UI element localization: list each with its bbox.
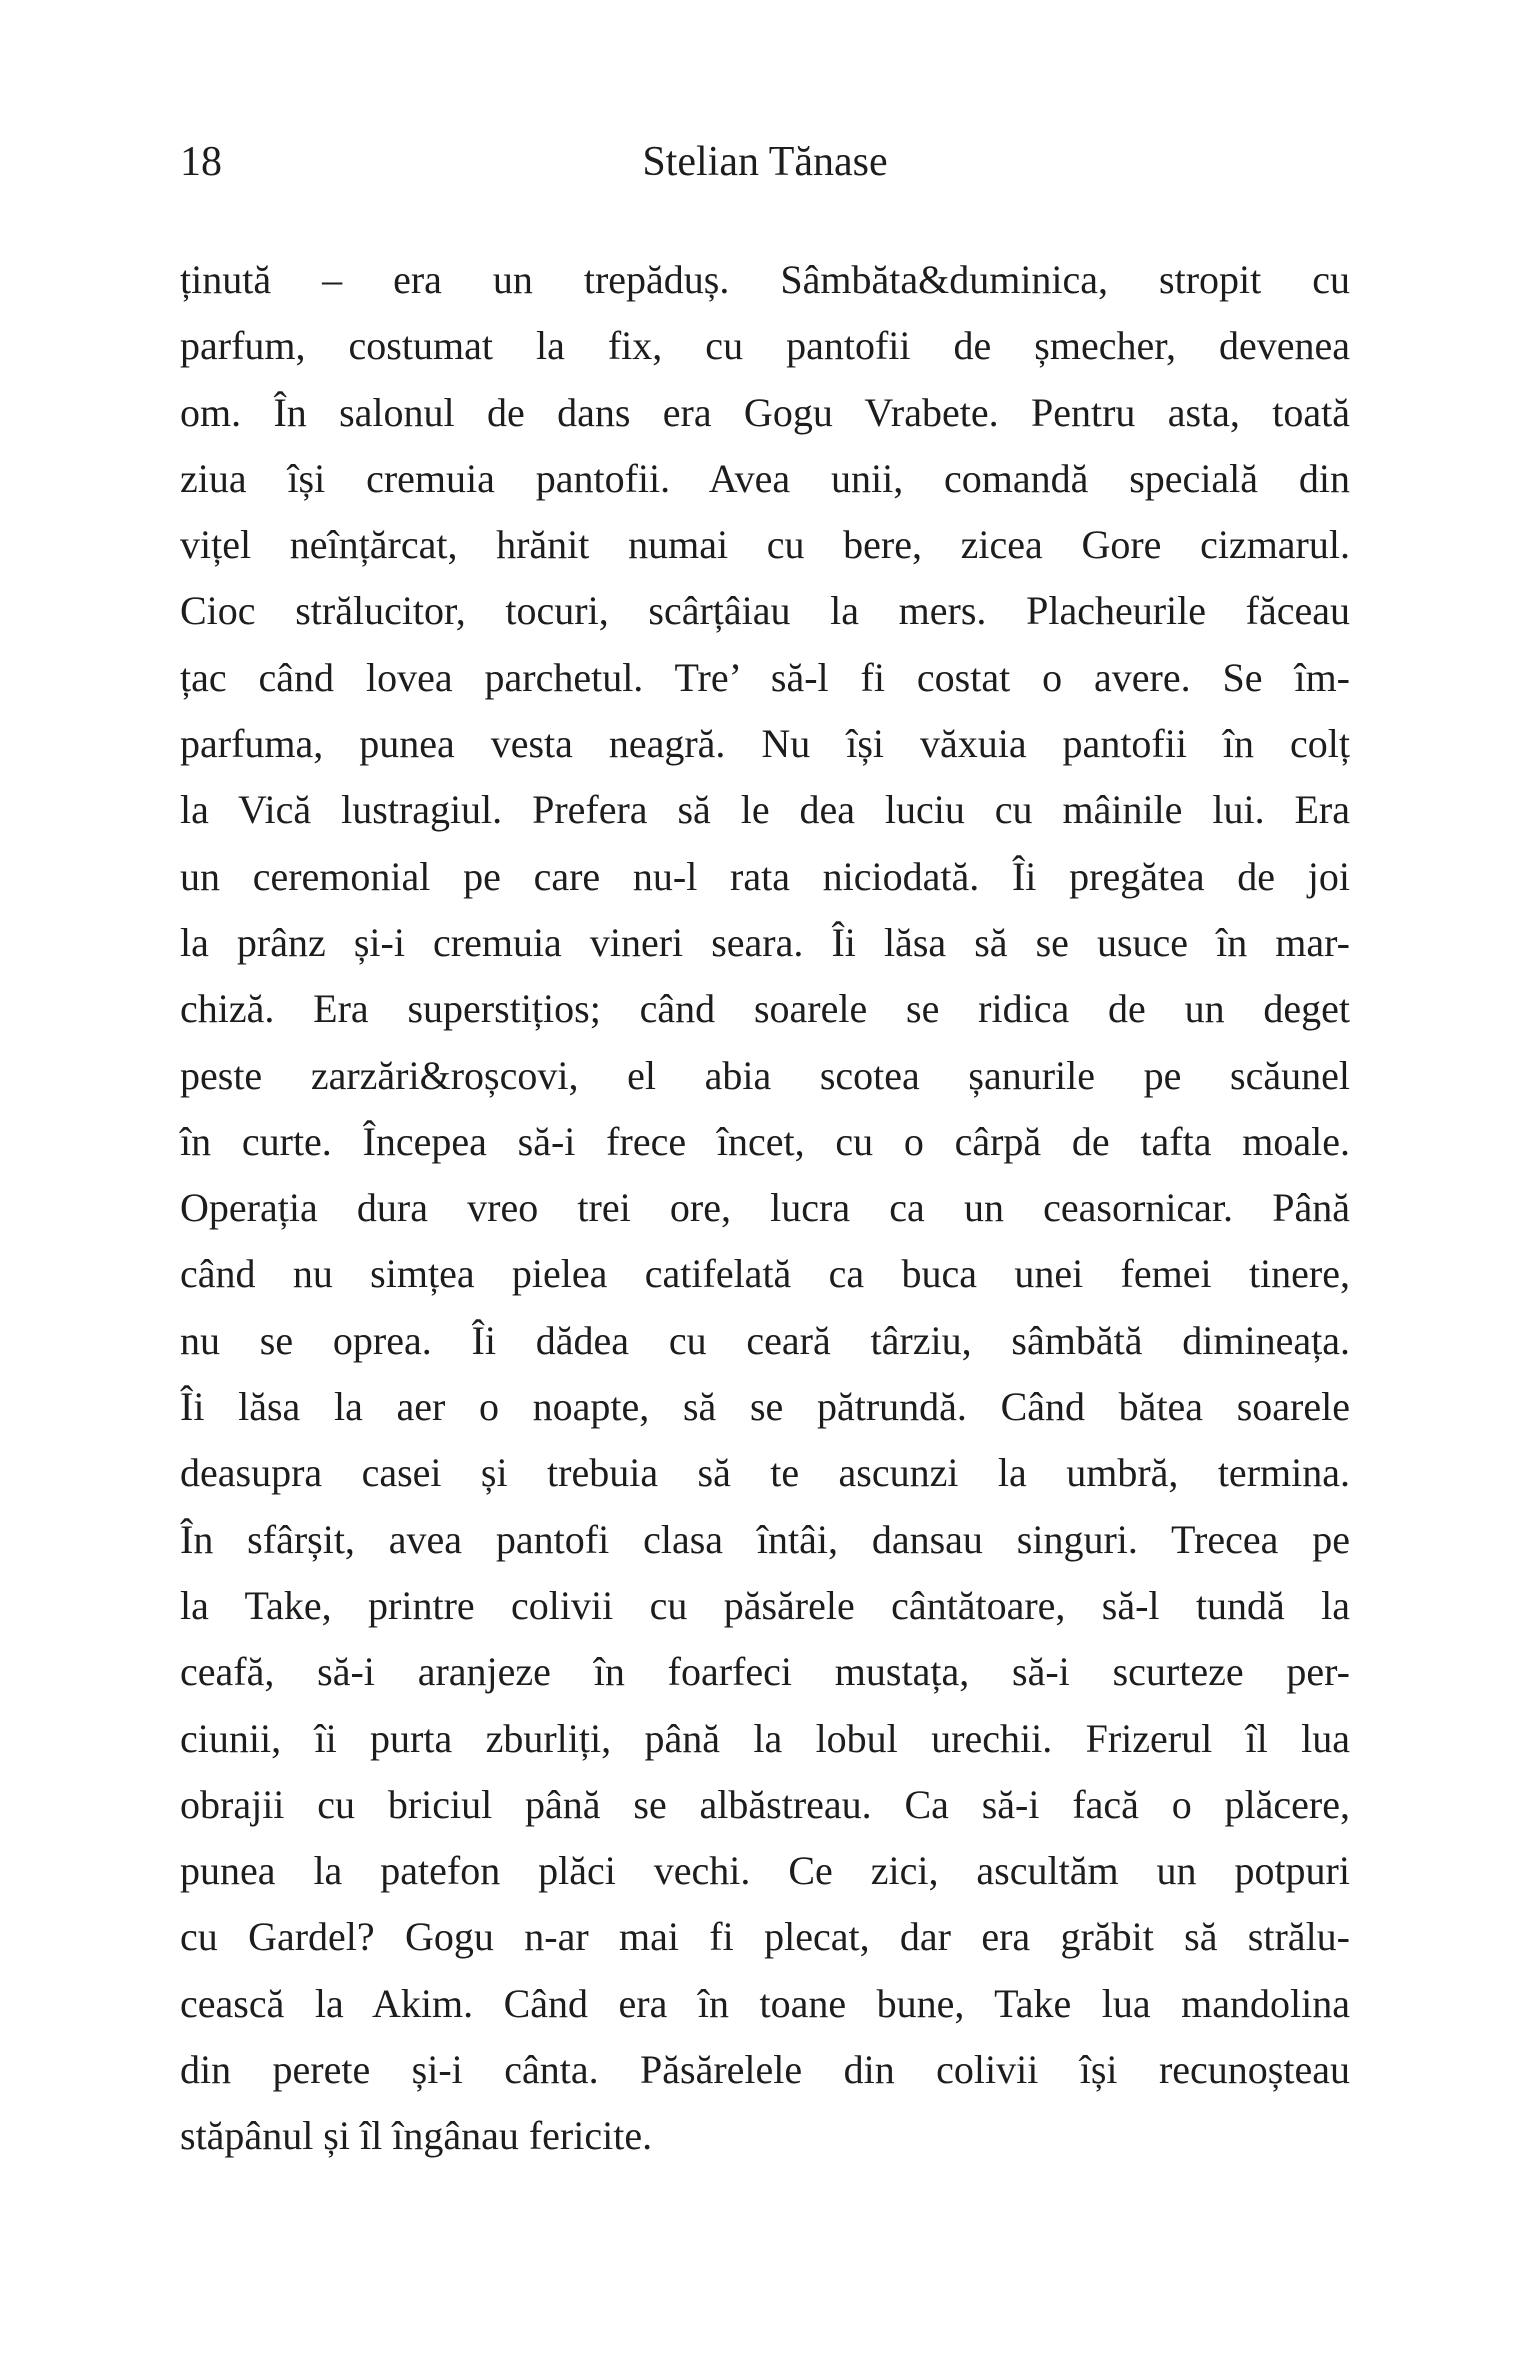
text-line: la Take, printre colivii cu păsărele cântătoare, să-l tundă la [180,1582,1350,1628]
text-line: ceafă, să-i aranjeze în foarfeci mustața, să-i scurteze per- [180,1649,1350,1695]
page-number: 18 [180,139,222,185]
text-line: ciunii, îi purta zburliți, până la lobul urechii. Frizerul îl lua [180,1715,1350,1761]
text-line: În sfârșit, avea pantofi clasa întâi, dansau singuri. Trecea pe [180,1516,1350,1562]
text-line: om. În salonul de dans era Gogu Vrabete. Pentru asta, toată [180,389,1350,435]
text-line: la Vică lustragiul. Prefera să le dea luciu cu mâinile lui. Era [180,787,1350,833]
text-line: cu Gardel? Gogu n-ar mai fi plecat, dar era grăbit să strălu- [180,1914,1350,1960]
text-line: în curte. Începea să-i frece încet, cu o cârpă de tafta moale. [180,1118,1350,1164]
text-line: parfum, costumat la fix, cu pantofii de șmecher, devenea [180,323,1350,369]
text-line: din perete și-i cânta. Păsărelele din colivii își recunoșteau [180,2047,1350,2093]
text-line: Operația dura vreo trei ore, lucra ca un ceasornicar. Până [180,1185,1350,1231]
text-line: vițel neînțărcat, hrănit numai cu bere, zicea Gore cizmarul. [180,522,1350,568]
text-line: ziua își cremuia pantofii. Avea unii, comandă specială din [180,455,1350,501]
page-header [180,138,1350,188]
text-line: parfuma, punea vesta neagră. Nu își văxuia pantofii în colț [180,721,1350,767]
text-line: un ceremonial pe care nu-l rata niciodată. Îi pregătea de joi [180,853,1350,899]
text-line: obrajii cu briciul până se albăstreau. Ca să-i facă o plăcere, [180,1781,1350,1827]
body-text [180,247,1350,2170]
text-line: cească la Akim. Când era în toane bune, Take lua mandolina [180,1980,1350,2026]
text-line: Cioc strălucitor, tocuri, scârțâiau la mers. Placheurile făceau [180,588,1350,634]
text-line: ținută – era un trepăduș. Sâmbăta&duminica, stropit cu [180,257,1350,302]
text-line: peste zarzări&roșcovi, el abia scotea șanurile pe scăunel [180,1052,1350,1098]
text-line: chiză. Era superstițios; când soarele se ridica de un deget [180,986,1350,1032]
text-line: nu se oprea. Îi dădea cu ceară târziu, sâmbătă dimineața. [180,1317,1350,1363]
text-line: când nu simțea pielea catifelată ca buca unei femei tinere, [180,1251,1350,1297]
text-line: la prânz și-i cremuia vineri seara. Îi lăsa să se usuce în mar- [180,919,1350,965]
text-line: stăpânul și îl îngânau fericite. [180,2113,653,2159]
text-line: Îi lăsa la aer o noapte, să se pătrundă. Când bătea soarele [180,1384,1350,1430]
text-line: țac când lovea parchetul. Tre’ să-l fi costat o avere. Se îm- [180,654,1350,700]
text-line: deasupra casei și trebuia să te ascunzi la umbră, termina. [180,1450,1350,1496]
text-line: punea la patefon plăci vechi. Ce zici, ascultăm un potpuri [180,1848,1350,1894]
running-header-author: Stelian Tănase [642,139,888,185]
